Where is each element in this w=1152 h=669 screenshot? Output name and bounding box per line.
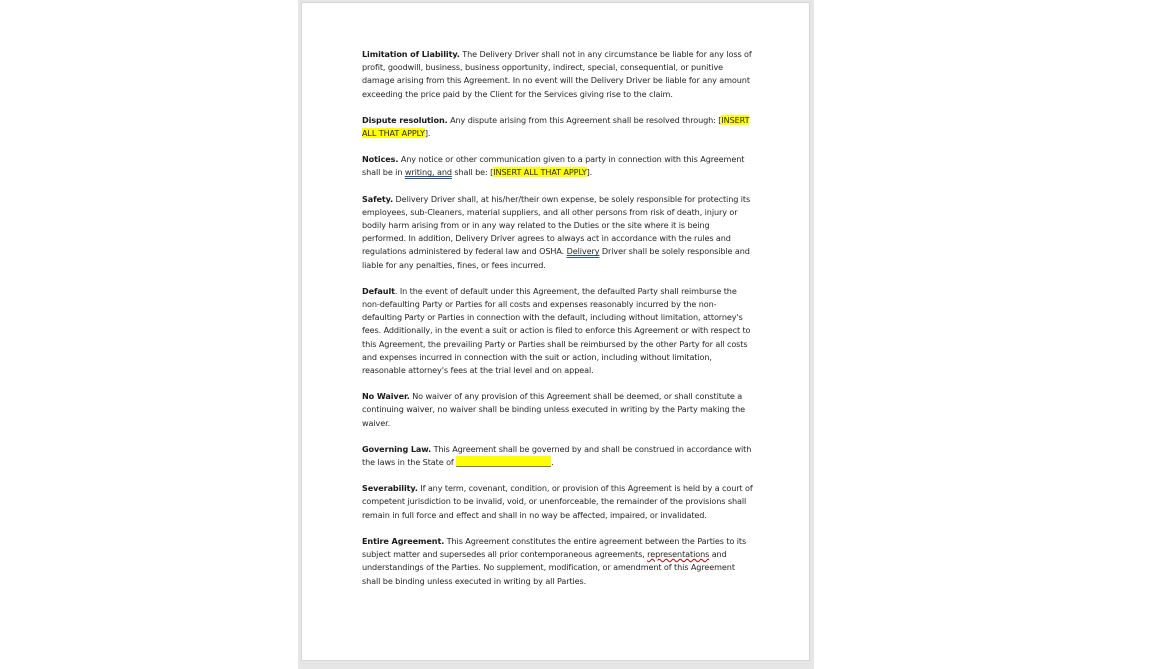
document-body[interactable] xyxy=(362,48,754,601)
clause-dispute-resolution xyxy=(362,114,754,140)
grammar-flagged-text[interactable]: Delivery xyxy=(566,246,600,257)
clause-safety xyxy=(362,193,754,272)
clause-heading: No Waiver. xyxy=(362,391,410,402)
clause-text: This Agreement shall be governed by and shall be construed in accordance with the laws in the State of xyxy=(362,443,752,468)
state-blank-field[interactable] xyxy=(456,456,554,468)
grammar-flagged-text[interactable]: writing, and xyxy=(404,167,452,178)
placeholder-highlight[interactable]: INSERT ALL THAT APPLY xyxy=(493,167,587,178)
spelling-flagged-text[interactable]: representations xyxy=(647,549,710,560)
clause-heading: Notices. xyxy=(362,154,399,165)
clause-text: Driver shall be solely responsible and liable for any penalties, fines, or fees incurred. xyxy=(362,246,750,270)
clause-heading: Default xyxy=(362,285,395,296)
clause-default xyxy=(362,285,754,377)
clause-text: The Delivery Driver shall not in any circumstance be liable for any loss of profit, goodwill, business, business opportunity, indirect, special, consequential, or punitive damage arising from this Agreement. In no event will the Delivery Driver be liable for any amount exceeding the price paid by the Client for the Services giving rise to the claim. xyxy=(362,49,752,99)
clause-text: No waiver of any provision of this Agreement shall be deemed, or shall constitute a continuing waiver, no waiver shall be binding unless executed in writing by the Party making the waiver. xyxy=(362,391,746,428)
clause-limitation-of-liability xyxy=(362,48,754,101)
placeholder-highlight[interactable]: INSERT ALL THAT APPLY xyxy=(362,114,750,139)
clause-text: Any notice or other communication given to a party in connection with this Agreement shall be in xyxy=(362,154,745,178)
clause-text: This Agreement constitutes the entire agreement between the Parties to its subject matter and supersedes all prior contemporaneous agreements, xyxy=(362,535,747,560)
clause-no-waiver xyxy=(362,390,754,430)
clause-heading: Dispute resolution. xyxy=(362,114,448,125)
clause-notices xyxy=(362,153,754,179)
clause-heading: Governing Law. xyxy=(362,443,432,454)
clause-governing-law xyxy=(362,443,754,469)
clause-text: and understandings of the Parties. No supplement, modification, or amendment of this Agreement shall be binding unless executed in writing by all Parties. xyxy=(362,549,735,586)
clause-severability xyxy=(362,482,754,522)
document-page[interactable] xyxy=(301,2,810,661)
clause-text-end: ]. xyxy=(586,167,593,178)
clause-heading: Severability. xyxy=(362,483,418,494)
clause-text: . In the event of default under this Agreement, the defaulted Party shall reimburse the non-defaulting Party or Parties for all costs and expenses reasonably incurred by the non-defaulting Party or Parties in connection with the default, including without limitation, attorney's fees. Additionally, in the event a suit or action is filed to enforce this Agreement or with respect to this Agreement, the prevailing Party or Parties shall be reimbursed by the other Party for all costs and expenses incurred in connection with the suit or action, including without limitation, reasonable attorney's fees at the trial level and on appeal. xyxy=(362,285,751,376)
clause-text-end: ]. xyxy=(424,128,431,139)
clause-text: If any term, covenant, condition, or provision of this Agreement is held by a court of competent jurisdiction to be invalid, void, or unenforceable, the remainder of the provisions shall remain in full force and effect and shall in no way be affected, impaired, or invalidated. xyxy=(362,483,753,520)
clause-text: shall be: [ xyxy=(451,167,494,178)
clause-heading: Entire Agreement. xyxy=(362,535,445,546)
clause-text: Delivery Driver shall, at his/her/their own expense, be solely responsible for protecting its employees, sub-Cleaners, material suppliers, and all other persons from risk of death, injury or bodily harm arising from or in any way related to the Duties or the site where it is being performed. In addition, Delivery Driver agrees to always act in accordance with the rules and regulations administered by federal law and OSHA. xyxy=(362,193,751,257)
clause-text-end: . xyxy=(551,457,554,468)
clause-entire-agreement xyxy=(362,535,754,588)
clause-heading: Limitation of Liability. xyxy=(362,49,460,59)
clause-text: Any dispute arising from this Agreement shall be resolved through: [ xyxy=(447,114,722,125)
clause-heading: Safety. xyxy=(362,193,394,204)
